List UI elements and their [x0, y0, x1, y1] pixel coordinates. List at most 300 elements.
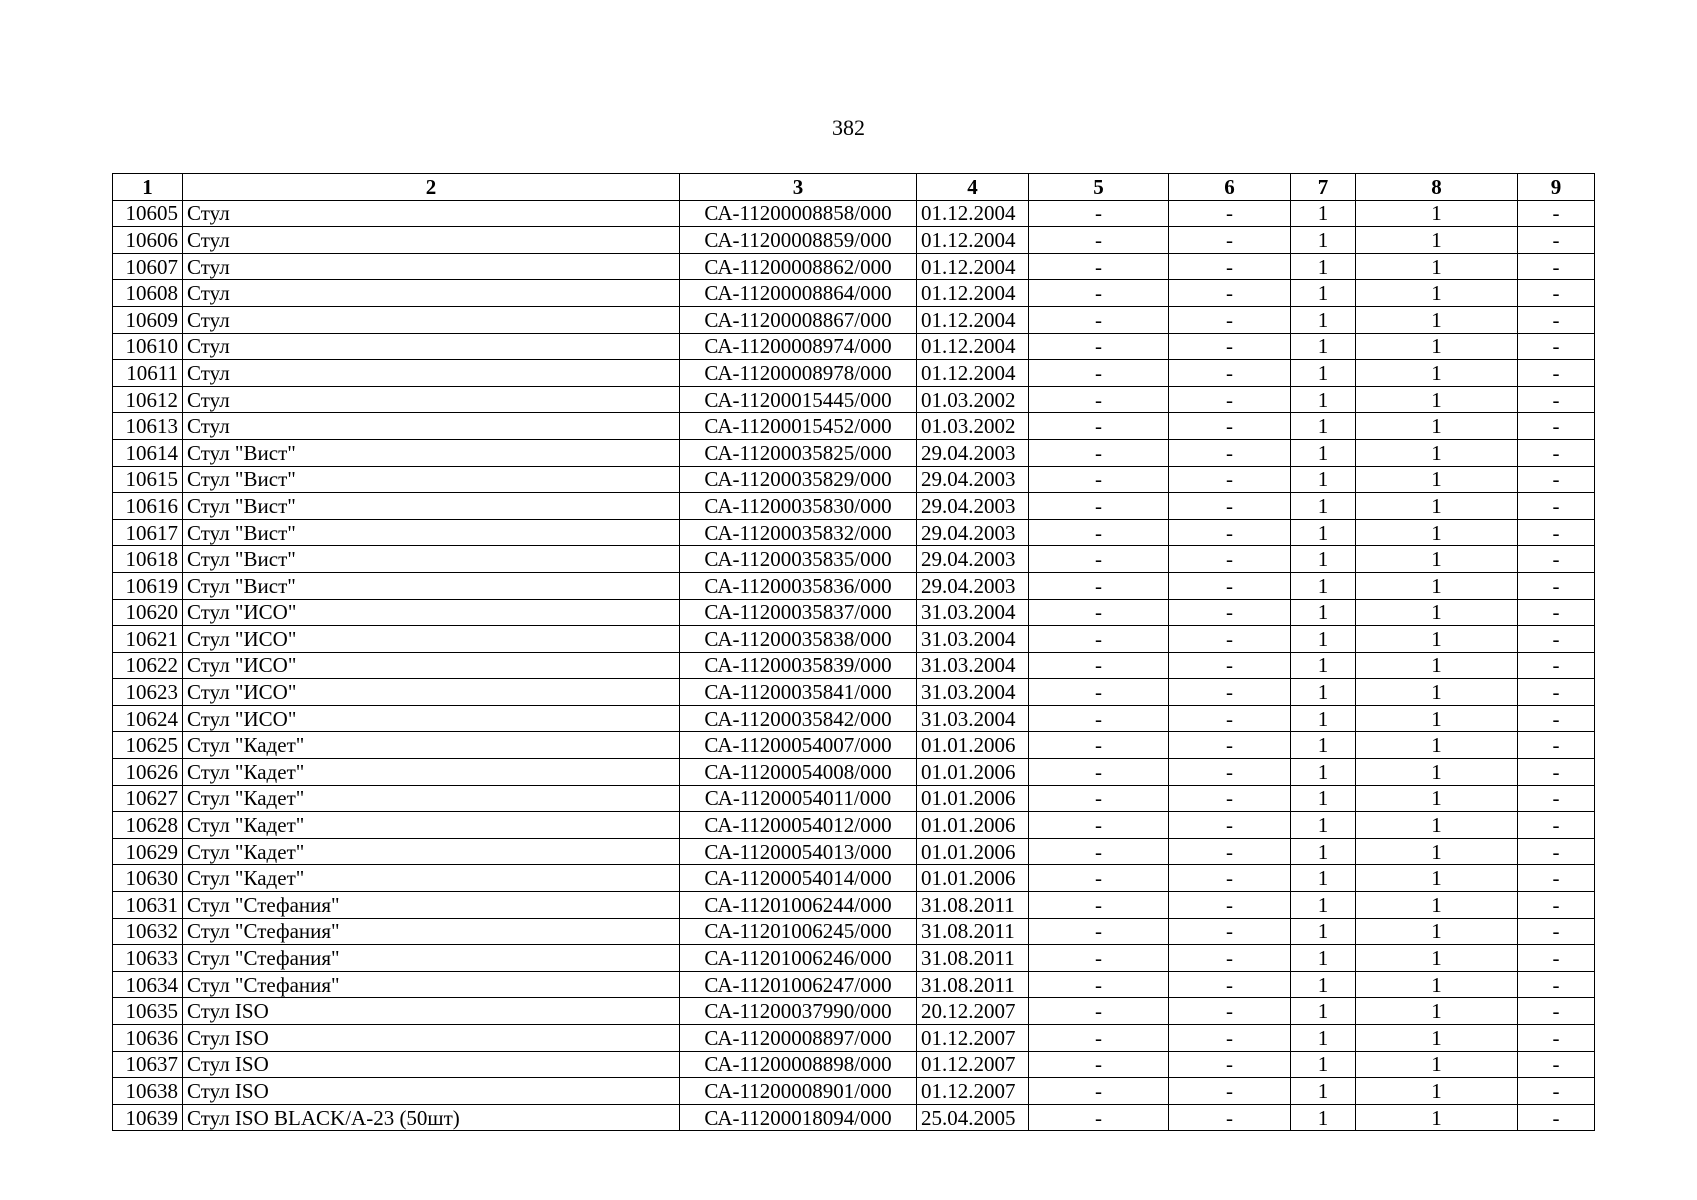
col-9-cell: - [1518, 626, 1595, 653]
date-cell: 29.04.2003 [917, 493, 1029, 520]
inventory-code-cell: СА-11200054013/000 [680, 838, 917, 865]
date-cell: 01.12.2007 [917, 1025, 1029, 1052]
col-7-cell: 1 [1291, 998, 1356, 1025]
col-7-cell: 1 [1291, 945, 1356, 972]
inventory-code-cell: СА-11200008858/000 [680, 200, 917, 227]
col-8-cell: 1 [1356, 546, 1518, 573]
table-row [113, 546, 1595, 573]
date-cell: 29.04.2003 [917, 439, 1029, 466]
col-5-cell: - [1029, 466, 1169, 493]
inventory-table [112, 173, 1595, 1131]
col-8-cell: 1 [1356, 466, 1518, 493]
col-7-cell: 1 [1291, 732, 1356, 759]
table-row [113, 892, 1595, 919]
col-5-cell: - [1029, 785, 1169, 812]
table-row [113, 732, 1595, 759]
item-name-cell: Стул "ИСО" [183, 705, 680, 732]
inventory-code-cell: СА-11200008898/000 [680, 1051, 917, 1078]
table-row [113, 1078, 1595, 1105]
col-7-cell: 1 [1291, 253, 1356, 280]
col-5-cell: - [1029, 759, 1169, 786]
table-row [113, 227, 1595, 254]
table-row [113, 1051, 1595, 1078]
col-6-cell: - [1169, 838, 1291, 865]
col-9-cell: - [1518, 1051, 1595, 1078]
row-number-cell: 10631 [113, 892, 183, 919]
col-8-cell: 1 [1356, 812, 1518, 839]
item-name-cell: Стул [183, 306, 680, 333]
inventory-code-cell: СА-11200008864/000 [680, 280, 917, 307]
item-name-cell: Стул "Стефания" [183, 945, 680, 972]
inventory-code-cell: СА-11200008974/000 [680, 333, 917, 360]
table-row [113, 599, 1595, 626]
column-header-3: 3 [680, 174, 917, 201]
date-cell: 31.03.2004 [917, 705, 1029, 732]
col-6-cell: - [1169, 998, 1291, 1025]
col-9-cell: - [1518, 705, 1595, 732]
col-5-cell: - [1029, 865, 1169, 892]
col-7-cell: 1 [1291, 386, 1356, 413]
col-6-cell: - [1169, 918, 1291, 945]
col-9-cell: - [1518, 572, 1595, 599]
col-9-cell: - [1518, 1025, 1595, 1052]
col-9-cell: - [1518, 1104, 1595, 1131]
col-8-cell: 1 [1356, 413, 1518, 440]
col-6-cell: - [1169, 253, 1291, 280]
col-7-cell: 1 [1291, 785, 1356, 812]
col-8-cell: 1 [1356, 1078, 1518, 1105]
col-6-cell: - [1169, 439, 1291, 466]
col-9-cell: - [1518, 838, 1595, 865]
col-7-cell: 1 [1291, 812, 1356, 839]
col-7-cell: 1 [1291, 1025, 1356, 1052]
item-name-cell: Стул "Вист" [183, 439, 680, 466]
col-7-cell: 1 [1291, 200, 1356, 227]
col-9-cell: - [1518, 227, 1595, 254]
row-number-cell: 10626 [113, 759, 183, 786]
col-9-cell: - [1518, 732, 1595, 759]
col-5-cell: - [1029, 705, 1169, 732]
col-7-cell: 1 [1291, 439, 1356, 466]
col-8-cell: 1 [1356, 705, 1518, 732]
table-row [113, 679, 1595, 706]
item-name-cell: Стул "Вист" [183, 572, 680, 599]
col-8-cell: 1 [1356, 838, 1518, 865]
col-6-cell: - [1169, 732, 1291, 759]
col-8-cell: 1 [1356, 732, 1518, 759]
col-6-cell: - [1169, 333, 1291, 360]
table-row [113, 493, 1595, 520]
item-name-cell: Стул "Кадет" [183, 812, 680, 839]
row-number-cell: 10614 [113, 439, 183, 466]
col-5-cell: - [1029, 306, 1169, 333]
col-5-cell: - [1029, 572, 1169, 599]
table-row [113, 360, 1595, 387]
row-number-cell: 10630 [113, 865, 183, 892]
col-9-cell: - [1518, 200, 1595, 227]
col-9-cell: - [1518, 759, 1595, 786]
column-header-2: 2 [183, 174, 680, 201]
col-5-cell: - [1029, 1025, 1169, 1052]
col-5-cell: - [1029, 546, 1169, 573]
item-name-cell: Стул "Вист" [183, 466, 680, 493]
inventory-code-cell: СА-11200035832/000 [680, 519, 917, 546]
date-cell: 20.12.2007 [917, 998, 1029, 1025]
col-9-cell: - [1518, 493, 1595, 520]
item-name-cell: Стул "ИСО" [183, 679, 680, 706]
date-cell: 01.12.2007 [917, 1051, 1029, 1078]
col-9-cell: - [1518, 1078, 1595, 1105]
item-name-cell: Стул [183, 200, 680, 227]
item-name-cell: Стул ISO [183, 1078, 680, 1105]
row-number-cell: 10613 [113, 413, 183, 440]
col-5-cell: - [1029, 227, 1169, 254]
table-row [113, 386, 1595, 413]
col-7-cell: 1 [1291, 759, 1356, 786]
col-6-cell: - [1169, 892, 1291, 919]
col-5-cell: - [1029, 1051, 1169, 1078]
row-number-cell: 10621 [113, 626, 183, 653]
date-cell: 01.12.2004 [917, 360, 1029, 387]
inventory-code-cell: СА-11200018094/000 [680, 1104, 917, 1131]
table-body [113, 200, 1595, 1131]
col-5-cell: - [1029, 998, 1169, 1025]
table-row [113, 838, 1595, 865]
col-5-cell: - [1029, 945, 1169, 972]
col-8-cell: 1 [1356, 386, 1518, 413]
item-name-cell: Стул "ИСО" [183, 626, 680, 653]
item-name-cell: Стул "Кадет" [183, 732, 680, 759]
date-cell: 01.01.2006 [917, 759, 1029, 786]
col-7-cell: 1 [1291, 572, 1356, 599]
date-cell: 31.03.2004 [917, 599, 1029, 626]
row-number-cell: 10634 [113, 971, 183, 998]
date-cell: 01.12.2004 [917, 280, 1029, 307]
inventory-code-cell: СА-11200008859/000 [680, 227, 917, 254]
row-number-cell: 10617 [113, 519, 183, 546]
col-6-cell: - [1169, 546, 1291, 573]
row-number-cell: 10636 [113, 1025, 183, 1052]
inventory-code-cell: СА-11201006244/000 [680, 892, 917, 919]
col-7-cell: 1 [1291, 413, 1356, 440]
col-9-cell: - [1518, 998, 1595, 1025]
col-9-cell: - [1518, 519, 1595, 546]
row-number-cell: 10620 [113, 599, 183, 626]
row-number-cell: 10629 [113, 838, 183, 865]
col-9-cell: - [1518, 333, 1595, 360]
column-header-1: 1 [113, 174, 183, 201]
col-7-cell: 1 [1291, 306, 1356, 333]
col-7-cell: 1 [1291, 705, 1356, 732]
col-5-cell: - [1029, 253, 1169, 280]
col-8-cell: 1 [1356, 626, 1518, 653]
col-5-cell: - [1029, 626, 1169, 653]
date-cell: 01.01.2006 [917, 865, 1029, 892]
col-8-cell: 1 [1356, 918, 1518, 945]
item-name-cell: Стул [183, 413, 680, 440]
row-number-cell: 10609 [113, 306, 183, 333]
page-number: 382 [832, 115, 865, 140]
col-9-cell: - [1518, 253, 1595, 280]
col-7-cell: 1 [1291, 599, 1356, 626]
col-8-cell: 1 [1356, 333, 1518, 360]
column-header-8: 8 [1356, 174, 1518, 201]
col-6-cell: - [1169, 945, 1291, 972]
col-8-cell: 1 [1356, 865, 1518, 892]
row-number-cell: 10635 [113, 998, 183, 1025]
col-9-cell: - [1518, 971, 1595, 998]
row-number-cell: 10612 [113, 386, 183, 413]
table-row [113, 998, 1595, 1025]
col-9-cell: - [1518, 439, 1595, 466]
col-8-cell: 1 [1356, 1104, 1518, 1131]
col-7-cell: 1 [1291, 626, 1356, 653]
date-cell: 29.04.2003 [917, 466, 1029, 493]
col-6-cell: - [1169, 519, 1291, 546]
table-row [113, 200, 1595, 227]
col-8-cell: 1 [1356, 945, 1518, 972]
col-8-cell: 1 [1356, 253, 1518, 280]
date-cell: 29.04.2003 [917, 572, 1029, 599]
table-row [113, 306, 1595, 333]
row-number-cell: 10607 [113, 253, 183, 280]
item-name-cell: Стул [183, 333, 680, 360]
col-7-cell: 1 [1291, 333, 1356, 360]
col-9-cell: - [1518, 785, 1595, 812]
row-number-cell: 10624 [113, 705, 183, 732]
col-6-cell: - [1169, 1104, 1291, 1131]
column-header-9: 9 [1518, 174, 1595, 201]
col-8-cell: 1 [1356, 360, 1518, 387]
date-cell: 01.03.2002 [917, 386, 1029, 413]
col-7-cell: 1 [1291, 838, 1356, 865]
item-name-cell: Стул "Вист" [183, 493, 680, 520]
col-8-cell: 1 [1356, 998, 1518, 1025]
row-number-cell: 10625 [113, 732, 183, 759]
date-cell: 01.12.2007 [917, 1078, 1029, 1105]
col-5-cell: - [1029, 838, 1169, 865]
inventory-code-cell: СА-11200054014/000 [680, 865, 917, 892]
col-7-cell: 1 [1291, 971, 1356, 998]
table-row [113, 945, 1595, 972]
col-6-cell: - [1169, 1025, 1291, 1052]
col-8-cell: 1 [1356, 971, 1518, 998]
date-cell: 01.01.2006 [917, 785, 1029, 812]
col-7-cell: 1 [1291, 918, 1356, 945]
col-6-cell: - [1169, 785, 1291, 812]
row-number-cell: 10622 [113, 652, 183, 679]
inventory-code-cell: СА-11200008867/000 [680, 306, 917, 333]
col-5-cell: - [1029, 413, 1169, 440]
col-5-cell: - [1029, 1078, 1169, 1105]
col-5-cell: - [1029, 200, 1169, 227]
inventory-code-cell: СА-11201006247/000 [680, 971, 917, 998]
table-row [113, 705, 1595, 732]
table-row [113, 812, 1595, 839]
table-row [113, 333, 1595, 360]
item-name-cell: Стул [183, 280, 680, 307]
row-number-cell: 10633 [113, 945, 183, 972]
row-number-cell: 10605 [113, 200, 183, 227]
table-row [113, 413, 1595, 440]
row-number-cell: 10632 [113, 918, 183, 945]
item-name-cell: Стул "Вист" [183, 546, 680, 573]
inventory-code-cell: СА-11200035835/000 [680, 546, 917, 573]
col-6-cell: - [1169, 865, 1291, 892]
col-5-cell: - [1029, 812, 1169, 839]
inventory-code-cell: СА-11200035830/000 [680, 493, 917, 520]
col-9-cell: - [1518, 280, 1595, 307]
item-name-cell: Стул "Кадет" [183, 785, 680, 812]
inventory-code-cell: СА-11200035838/000 [680, 626, 917, 653]
col-8-cell: 1 [1356, 652, 1518, 679]
col-6-cell: - [1169, 200, 1291, 227]
col-5-cell: - [1029, 519, 1169, 546]
col-9-cell: - [1518, 413, 1595, 440]
col-6-cell: - [1169, 599, 1291, 626]
date-cell: 31.03.2004 [917, 679, 1029, 706]
column-header-4: 4 [917, 174, 1029, 201]
col-8-cell: 1 [1356, 227, 1518, 254]
date-cell: 29.04.2003 [917, 519, 1029, 546]
table-row [113, 1104, 1595, 1131]
item-name-cell: Стул "Кадет" [183, 759, 680, 786]
table-row [113, 253, 1595, 280]
date-cell: 01.12.2004 [917, 200, 1029, 227]
col-9-cell: - [1518, 812, 1595, 839]
table-row [113, 865, 1595, 892]
date-cell: 01.03.2002 [917, 413, 1029, 440]
col-8-cell: 1 [1356, 493, 1518, 520]
row-number-cell: 10638 [113, 1078, 183, 1105]
col-5-cell: - [1029, 599, 1169, 626]
col-8-cell: 1 [1356, 1025, 1518, 1052]
table-row [113, 572, 1595, 599]
col-9-cell: - [1518, 360, 1595, 387]
col-6-cell: - [1169, 759, 1291, 786]
inventory-code-cell: СА-11200008901/000 [680, 1078, 917, 1105]
inventory-code-cell: СА-11200035842/000 [680, 705, 917, 732]
table-row [113, 626, 1595, 653]
col-6-cell: - [1169, 227, 1291, 254]
col-7-cell: 1 [1291, 679, 1356, 706]
item-name-cell: Стул [183, 227, 680, 254]
date-cell: 01.12.2004 [917, 306, 1029, 333]
col-7-cell: 1 [1291, 865, 1356, 892]
item-name-cell: Стул "Кадет" [183, 838, 680, 865]
date-cell: 31.03.2004 [917, 626, 1029, 653]
col-5-cell: - [1029, 280, 1169, 307]
inventory-code-cell: СА-11200015445/000 [680, 386, 917, 413]
inventory-code-cell: СА-11201006245/000 [680, 918, 917, 945]
col-7-cell: 1 [1291, 652, 1356, 679]
col-5-cell: - [1029, 971, 1169, 998]
row-number-cell: 10628 [113, 812, 183, 839]
item-name-cell: Стул "Стефания" [183, 892, 680, 919]
row-number-cell: 10627 [113, 785, 183, 812]
col-8-cell: 1 [1356, 519, 1518, 546]
col-8-cell: 1 [1356, 439, 1518, 466]
col-6-cell: - [1169, 1078, 1291, 1105]
table-row [113, 519, 1595, 546]
col-5-cell: - [1029, 493, 1169, 520]
item-name-cell: Стул "Стефания" [183, 918, 680, 945]
col-6-cell: - [1169, 413, 1291, 440]
table-row [113, 759, 1595, 786]
inventory-code-cell: СА-11200015452/000 [680, 413, 917, 440]
item-name-cell: Стул [183, 253, 680, 280]
col-9-cell: - [1518, 546, 1595, 573]
date-cell: 01.01.2006 [917, 838, 1029, 865]
row-number-cell: 10615 [113, 466, 183, 493]
row-number-cell: 10623 [113, 679, 183, 706]
col-6-cell: - [1169, 386, 1291, 413]
item-name-cell: Стул ISO [183, 1051, 680, 1078]
inventory-code-cell: СА-11200054008/000 [680, 759, 917, 786]
inventory-code-cell: СА-11200054011/000 [680, 785, 917, 812]
inventory-code-cell: СА-11200035836/000 [680, 572, 917, 599]
row-number-cell: 10616 [113, 493, 183, 520]
col-5-cell: - [1029, 386, 1169, 413]
col-7-cell: 1 [1291, 360, 1356, 387]
col-5-cell: - [1029, 333, 1169, 360]
col-5-cell: - [1029, 892, 1169, 919]
table-row [113, 280, 1595, 307]
date-cell: 01.01.2006 [917, 812, 1029, 839]
col-7-cell: 1 [1291, 493, 1356, 520]
col-5-cell: - [1029, 652, 1169, 679]
date-cell: 31.08.2011 [917, 892, 1029, 919]
inventory-code-cell: СА-11200035825/000 [680, 439, 917, 466]
col-9-cell: - [1518, 306, 1595, 333]
row-number-cell: 10611 [113, 360, 183, 387]
table-row [113, 466, 1595, 493]
col-7-cell: 1 [1291, 227, 1356, 254]
col-7-cell: 1 [1291, 546, 1356, 573]
col-5-cell: - [1029, 732, 1169, 759]
col-6-cell: - [1169, 626, 1291, 653]
col-6-cell: - [1169, 1051, 1291, 1078]
inventory-code-cell: СА-11200035837/000 [680, 599, 917, 626]
row-number-cell: 10619 [113, 572, 183, 599]
date-cell: 29.04.2003 [917, 546, 1029, 573]
column-header-5: 5 [1029, 174, 1169, 201]
col-8-cell: 1 [1356, 759, 1518, 786]
col-6-cell: - [1169, 360, 1291, 387]
item-name-cell: Стул ISO BLACK/A-23 (50шт) [183, 1104, 680, 1131]
col-6-cell: - [1169, 466, 1291, 493]
inventory-code-cell: СА-11200008897/000 [680, 1025, 917, 1052]
col-7-cell: 1 [1291, 1104, 1356, 1131]
col-8-cell: 1 [1356, 679, 1518, 706]
col-8-cell: 1 [1356, 599, 1518, 626]
col-6-cell: - [1169, 652, 1291, 679]
col-6-cell: - [1169, 306, 1291, 333]
table-header-row [113, 174, 1595, 201]
date-cell: 31.08.2011 [917, 945, 1029, 972]
item-name-cell: Стул "ИСО" [183, 652, 680, 679]
col-9-cell: - [1518, 466, 1595, 493]
col-7-cell: 1 [1291, 892, 1356, 919]
date-cell: 01.12.2004 [917, 333, 1029, 360]
row-number-cell: 10639 [113, 1104, 183, 1131]
col-6-cell: - [1169, 971, 1291, 998]
item-name-cell: Стул "Кадет" [183, 865, 680, 892]
col-5-cell: - [1029, 360, 1169, 387]
date-cell: 31.08.2011 [917, 918, 1029, 945]
date-cell: 31.08.2011 [917, 971, 1029, 998]
col-6-cell: - [1169, 705, 1291, 732]
